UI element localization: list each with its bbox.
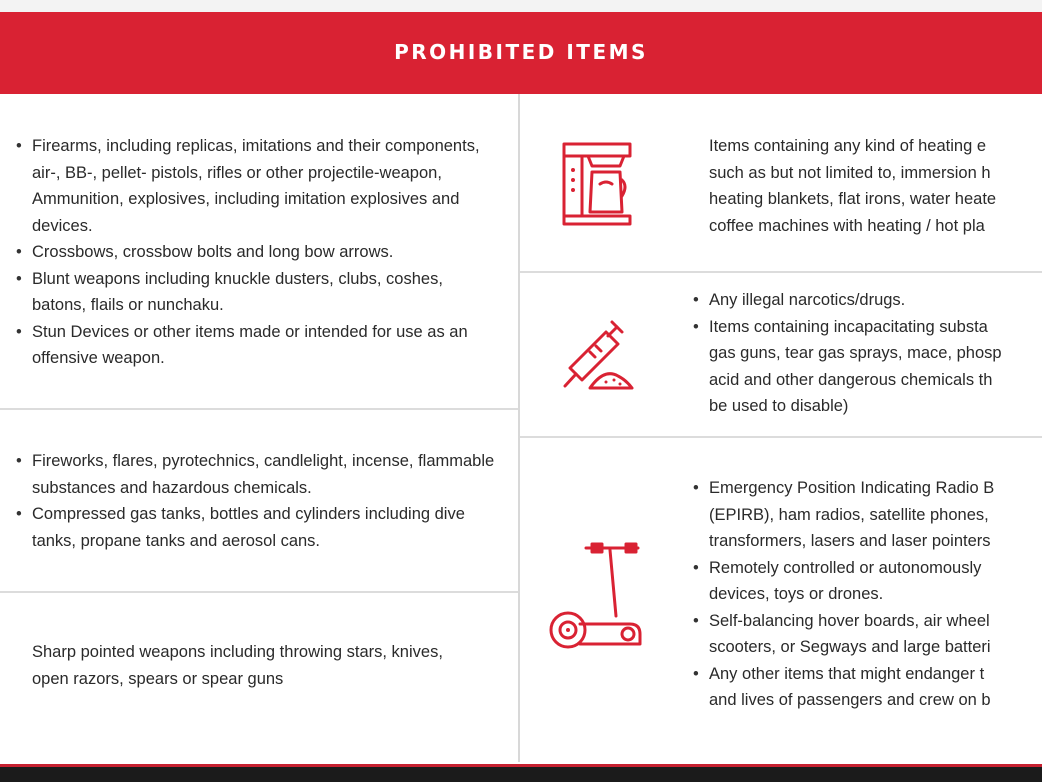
heating-line: Items containing any kind of heating e bbox=[709, 137, 987, 155]
heating-line: heating blankets, flat irons, water heate bbox=[709, 190, 997, 208]
heating-section bbox=[709, 133, 1042, 239]
flammables-section bbox=[16, 448, 506, 554]
bottom-bar bbox=[0, 767, 1042, 782]
list-item: • Fireworks, flares, pyrotechnics, candlelight, incense, flammable substances and hazardous chemicals. bbox=[16, 448, 506, 501]
sharp-weapons-text: Sharp pointed weapons including throwing stars, knives, open razors, spears or spear guns bbox=[32, 643, 443, 688]
row-divider bbox=[0, 408, 518, 410]
sharp-weapons-section bbox=[32, 639, 452, 692]
heating-text bbox=[709, 133, 1042, 239]
heating-line: coffee machines with heating / hot pla bbox=[709, 216, 985, 235]
header-banner bbox=[0, 12, 1042, 94]
top-strip bbox=[0, 0, 1042, 12]
list-item: • Remotely controlled or autonomously devices, toys or drones. bbox=[693, 555, 1042, 608]
column-divider bbox=[518, 94, 520, 762]
drugs-section bbox=[693, 287, 1042, 420]
row-divider bbox=[0, 591, 518, 593]
list-item: • Emergency Position Indicating Radio B (EPIRB), ham radios, satellite phones, transformers, lasers and laser pointers bbox=[693, 475, 1042, 555]
hoverboard-scooter-icon bbox=[546, 540, 644, 652]
heating-line: such as but not limited to, immersion h bbox=[709, 163, 991, 182]
list-item: • Stun Devices or other items made or intended for use as an offensive weapon. bbox=[16, 319, 496, 372]
weapons-section bbox=[16, 133, 496, 372]
page-title: PROHIBITED ITEMS bbox=[394, 40, 648, 64]
list-item: • Compressed gas tanks, bottles and cylinders including dive tanks, propane tanks and aerosol cans. bbox=[16, 501, 506, 554]
list-item: • Blunt weapons including knuckle dusters, clubs, coshes, batons, flails or nunchaku. bbox=[16, 266, 496, 319]
coffee-machine-icon bbox=[560, 140, 634, 226]
list-item: • Any other items that might endanger t and lives of passengers and crew on b bbox=[693, 661, 1042, 714]
list-item: • Firearms, including replicas, imitations and their components, air-, BB-, pellet- pistols, rifles or other projectile-weapon, Ammunition, explosives, including imitation explosives and devices. bbox=[16, 133, 496, 239]
list-item: • Any illegal narcotics/drugs. bbox=[693, 287, 1042, 314]
list-item: • Crossbows, crossbow bolts and long bow arrows. bbox=[16, 239, 496, 266]
list-item: • Self-balancing hover boards, air wheel scooters, or Segways and large batteri bbox=[693, 608, 1042, 661]
syringe-powder-icon bbox=[560, 316, 636, 392]
electronics-section bbox=[693, 475, 1042, 714]
row-divider bbox=[520, 436, 1042, 438]
list-item: • Items containing incapacitating substa gas guns, tear gas sprays, mace, phosp acid and other dangerous chemicals th be used to disable) bbox=[693, 314, 1042, 420]
row-divider bbox=[520, 271, 1042, 273]
